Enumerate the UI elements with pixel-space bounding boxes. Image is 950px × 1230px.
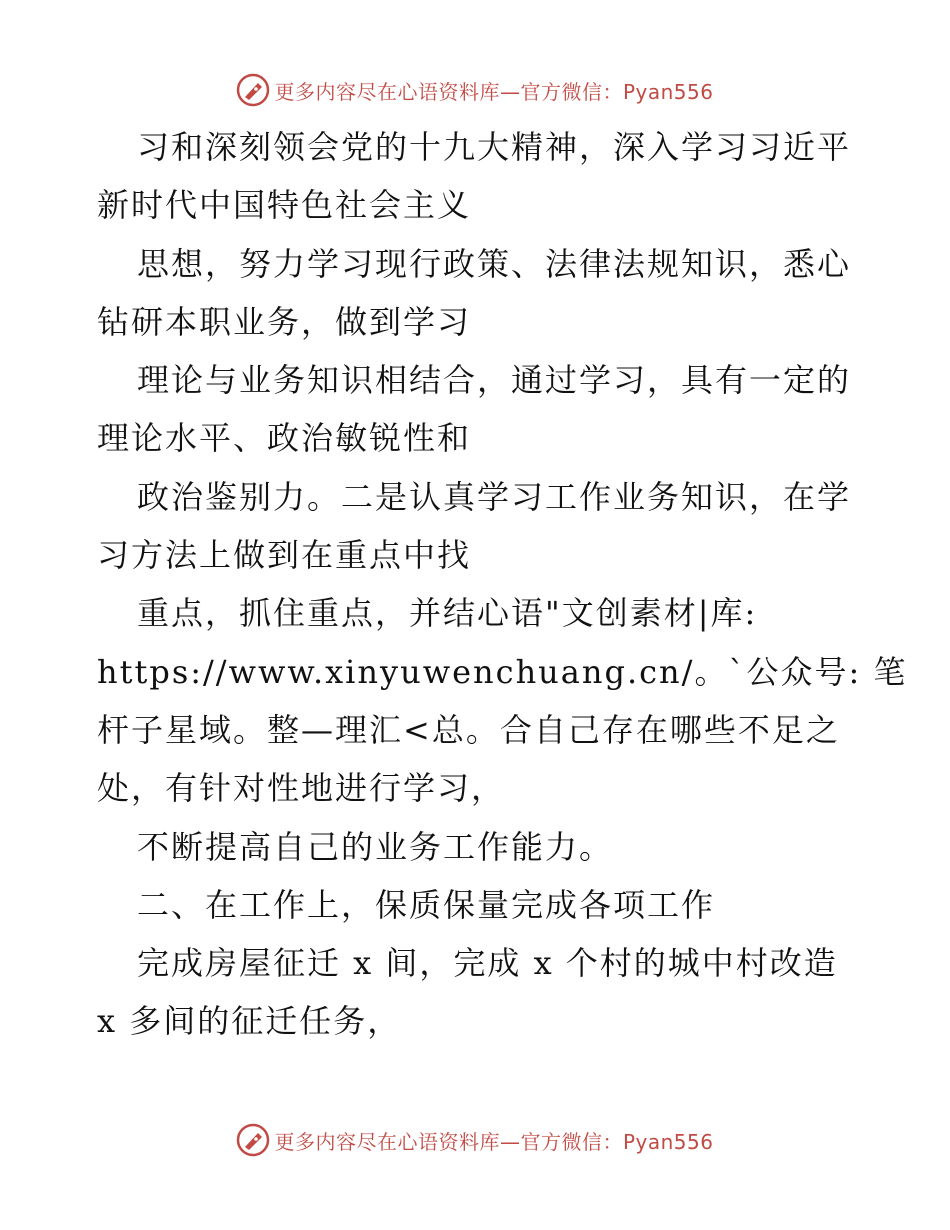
- text-line: 重点，抓住重点，并结心语"文创素材|库:: [137, 594, 758, 633]
- url-text-line: https://www.xinyuwenchuang.cn/。`公众号: 笔: [97, 652, 908, 691]
- text-line: 不断提高自己的业务工作能力。: [137, 827, 614, 866]
- pen-nib-logo-icon: [236, 1123, 270, 1157]
- text-line: 习方法上做到在重点中找: [97, 536, 472, 575]
- text-line: 新时代中国特色社会主义: [97, 186, 472, 225]
- document-body: [97, 118, 908, 1051]
- watermark-text: 更多内容尽在心语资料库—官方微信：Pyan556: [274, 79, 714, 104]
- pen-nib-logo-icon: [236, 73, 270, 107]
- text-line: 处，有针对性地进行学习，: [97, 769, 506, 808]
- watermark-text: 更多内容尽在心语资料库—官方微信：Pyan556: [274, 1129, 714, 1154]
- text-line: 理论与业务知识相结合，通过学习，具有一定的: [137, 361, 852, 400]
- text-line: x 多间的征迁任务，: [97, 1002, 402, 1041]
- text-line: 思想，努力学习现行政策、法律法规知识，悉心: [137, 244, 852, 283]
- text-line: 政治鉴别力。二是认真学习工作业务知识，在学: [137, 477, 852, 516]
- text-line: 习和深刻领会党的十九大精神，深入学习习近平: [137, 128, 852, 166]
- text-line: 理论水平、政治敏锐性和: [97, 419, 472, 458]
- section-heading: 二、在工作上，保质保量完成各项工作: [137, 885, 716, 924]
- text-line: 杆子星域。整—理汇<总。合自己存在哪些不足之: [97, 710, 840, 749]
- text-line: 完成房屋征迁 x 间，完成 x 个村的城中村改造: [137, 944, 838, 983]
- text-line: 钻研本职业务，做到学习: [97, 302, 472, 341]
- footer-watermark-banner: [0, 1120, 950, 1160]
- header-watermark-banner: [0, 70, 950, 110]
